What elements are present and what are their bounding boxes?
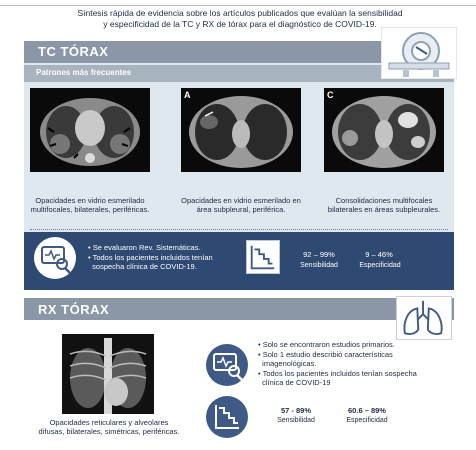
rx-monitor-search-icon xyxy=(206,344,248,386)
rx-note-1: • Solo se encontraron estudios primarios. xyxy=(258,340,395,349)
ct-caption-3-line-2: bilaterales en áreas subpleurales. xyxy=(327,205,441,214)
top-border xyxy=(0,0,476,6)
ct-caption-2 xyxy=(175,196,307,214)
ct-note-1: • Se evaluaron Rev. Sistemáticas. xyxy=(88,243,201,252)
ct-note-3: sospecha clínica de COVID-19. xyxy=(92,262,197,271)
ct-scan-image-3 xyxy=(324,88,444,172)
ct-caption-1-line-1: Opacidades en vidrio esmerilado xyxy=(35,196,145,205)
rx-caption-line-1: Opacidades reticulares y alveolares xyxy=(49,418,169,427)
intro-line-1: Síntesis rápida de evidencia sobre los artículos publicados que evalúan la sensibilidad xyxy=(77,8,403,18)
rx-caption-line-2: difusas, bilaterales, simétricas, periféricas. xyxy=(38,427,180,436)
ct-caption-1 xyxy=(24,196,156,214)
rx-image xyxy=(62,334,154,414)
rx-title: RX TÓRAX xyxy=(38,302,110,317)
ct-note-2: • Todos los pacientes incluidos tenían xyxy=(88,252,213,262)
rx-specificity-label: Especificidad xyxy=(346,417,388,424)
rx-specificity-value: 60.6 – 89% xyxy=(348,406,386,415)
rx-sensitivity-label: Sensibilidad xyxy=(277,417,315,424)
ct-divider xyxy=(30,229,448,230)
ct-scanner-icon xyxy=(381,27,457,79)
ct-sensitivity-label: Sensibilidad xyxy=(300,262,338,269)
intro-text xyxy=(40,8,440,30)
lungs-icon xyxy=(396,296,452,340)
ct-subtitle: Patrones más frecuentes xyxy=(36,68,132,77)
ct-scan-letter-2: A xyxy=(184,90,191,100)
ct-caption-1-line-2: multifocales, bilaterales, periféricas. xyxy=(30,205,150,214)
rx-stairs-chart-icon xyxy=(206,396,248,438)
ct-caption-2-line-2: área subpleural, periférica. xyxy=(196,205,286,214)
ct-caption-3 xyxy=(318,196,450,214)
ct-scan-image-1 xyxy=(30,88,150,172)
rx-sensitivity-value: 57 - 89% xyxy=(280,406,312,415)
rx-caption xyxy=(14,418,204,436)
ct-caption-3-line-1: Consolidaciones multifocales xyxy=(335,196,433,205)
rx-note-3: imagenológicas. xyxy=(262,359,317,368)
ct-sensitivity-value: 92 – 99% xyxy=(303,250,335,259)
stairs-chart-icon xyxy=(246,240,280,274)
ct-specificity-value: 9 – 46% xyxy=(365,250,393,259)
intro-line-2: y especificidad de la TC y RX de tórax para el diagnóstico de COVID-19. xyxy=(103,19,377,29)
ct-scan-letter-3: C xyxy=(327,90,334,100)
rx-note-4: • Todos los pacientes incluidos tenían sospecha xyxy=(258,368,417,378)
ct-notes xyxy=(88,243,213,272)
ct-specificity-label: Especificidad xyxy=(359,262,401,269)
rx-notes xyxy=(258,340,417,388)
rx-note-2: • Solo 1 estudio describió características xyxy=(258,349,393,359)
ct-caption-2-line-1: Opacidades en vidrio esmerilado en xyxy=(181,196,301,205)
rx-note-5: clínica de COVID-19 xyxy=(262,378,331,387)
ct-title: TC TÓRAX xyxy=(38,44,109,59)
ct-scan-image-2 xyxy=(181,88,301,172)
monitor-search-icon xyxy=(34,237,76,279)
